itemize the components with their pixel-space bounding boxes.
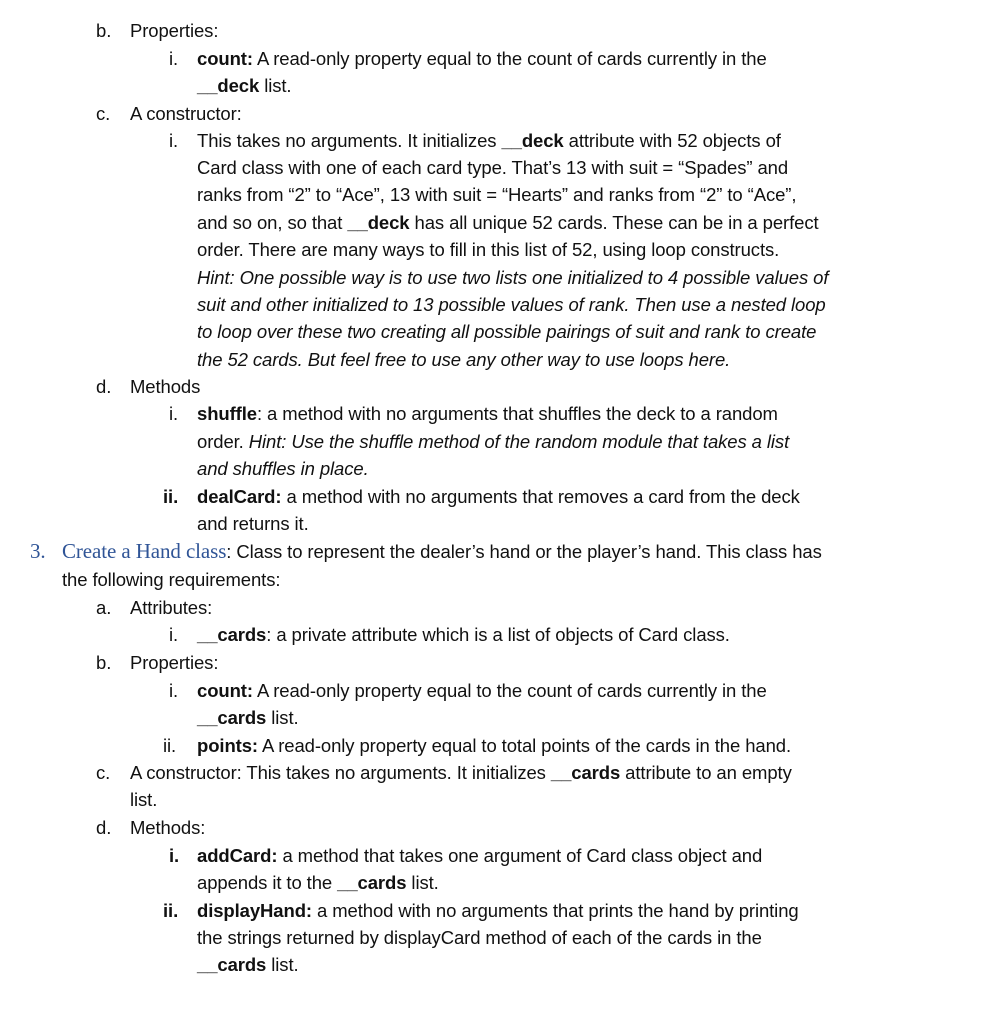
method-name: dealCard:	[197, 486, 282, 507]
list-marker: ii.	[163, 900, 179, 921]
hand-constructor	[96, 759, 792, 786]
text-line: list.	[130, 789, 158, 810]
list-marker: i.	[169, 48, 179, 69]
deck-constructor-heading	[96, 100, 242, 127]
method-name: addCard:	[197, 845, 278, 866]
description: A read-only property equal to the count of cards currently in the	[252, 680, 767, 701]
list-marker: a.	[96, 597, 112, 618]
section-label: Methods:	[130, 817, 206, 838]
deck-methods-heading	[96, 373, 201, 400]
description: attribute with 52 objects of	[563, 130, 781, 151]
section-label: Properties:	[130, 20, 219, 41]
hint-text: Hint: One possible way is to use two lists one initialized to 4 possible values of	[197, 267, 829, 288]
list-marker: c.	[96, 762, 111, 783]
description: : a method with no arguments that shuffles the deck to a random	[256, 403, 778, 424]
text-line: order. There are many ways to fill in this list of 52, using loop constructs.	[197, 239, 780, 260]
description: A read-only property equal to the count of cards currently in the	[252, 48, 767, 69]
list-marker: b.	[96, 652, 112, 673]
list-marker: i.	[169, 680, 179, 701]
hint-line	[197, 346, 730, 373]
list-marker: i.	[169, 845, 180, 866]
description: has all unique 52 cards. These can be in a perfect	[409, 212, 819, 233]
hint-line	[197, 291, 826, 318]
list-marker: 3.	[30, 539, 46, 563]
variable-name: __cards	[197, 954, 267, 975]
list-marker: ii.	[163, 735, 177, 756]
hint-text: and shuffles in place.	[197, 458, 369, 479]
property-name: count:	[197, 680, 253, 701]
description: a method with no arguments that removes a card from the deck	[281, 486, 800, 507]
description: list.	[406, 872, 439, 893]
text-line: ranks from “2” to “Ace”, 13 with suit = “Hearts” and ranks from “2” to “Ace”,	[197, 184, 797, 205]
hand-attributes-heading	[96, 594, 213, 621]
list-marker: ii.	[163, 486, 179, 507]
property-name: count:	[197, 48, 253, 69]
description: appends it to the	[197, 872, 338, 893]
hand-methods-heading	[96, 814, 206, 841]
description: and so on, so that	[197, 212, 348, 233]
description: A constructor: This takes no arguments. It initializes	[130, 762, 551, 783]
hint-line	[197, 264, 828, 291]
list-marker: i.	[169, 130, 179, 151]
text-line: the following requirements:	[62, 569, 281, 590]
heading-title: Create a Hand class	[62, 539, 227, 563]
hint-text: to loop over these two creating all possible pairings of suit and rank to create	[197, 321, 817, 342]
deck-constructor-desc	[169, 127, 781, 154]
points-property	[163, 732, 791, 759]
list-marker: i.	[169, 624, 179, 645]
variable-name: __cards	[337, 872, 407, 893]
method-name: shuffle	[197, 403, 257, 424]
text-line	[197, 209, 819, 236]
hand-class-heading	[30, 538, 822, 565]
description: A read-only property equal to total points of the cards in the hand.	[257, 735, 791, 756]
addcard-method	[169, 842, 763, 869]
shuffle-method	[169, 400, 778, 427]
text-line	[197, 869, 439, 896]
variable-name: __cards	[197, 624, 267, 645]
description: This takes no arguments. It initializes	[197, 130, 502, 151]
list-marker: b.	[96, 20, 112, 41]
deck-count-property	[169, 45, 767, 72]
text-line: the strings returned by displayCard method of each of the cards in the	[197, 927, 762, 948]
variable-name: __cards	[197, 707, 267, 728]
hint-text: the 52 cards. But feel free to use any other way to use loops here.	[197, 349, 731, 370]
text-line	[197, 428, 789, 455]
cards-attribute	[169, 621, 730, 648]
text-line: and returns it.	[197, 513, 309, 534]
section-label: Attributes:	[130, 597, 213, 618]
list-marker: i.	[169, 403, 179, 424]
variable-name: __deck	[501, 130, 564, 151]
deck-properties-heading	[96, 17, 219, 44]
hint-text: Hint: Use the shuffle method of the random module that takes a list	[248, 431, 790, 452]
section-label: Methods	[130, 376, 201, 397]
method-name: displayHand:	[197, 900, 312, 921]
description: a method with no arguments that prints the hand by printing	[311, 900, 799, 921]
displayhand-method	[163, 897, 799, 924]
description: list.	[266, 707, 299, 728]
description: list.	[259, 75, 292, 96]
deck-count-property-cont	[197, 72, 291, 99]
description: a method that takes one argument of Card class object and	[277, 845, 763, 866]
hint-line	[197, 455, 369, 482]
list-marker: c.	[96, 103, 111, 124]
variable-name: __deck	[197, 75, 260, 96]
hint-line	[197, 318, 816, 345]
list-marker: d.	[96, 376, 112, 397]
description: attribute to an empty	[620, 762, 792, 783]
description: : Class to represent the dealer’s hand or the player’s hand. This class has	[226, 541, 822, 562]
variable-name: __deck	[347, 212, 410, 233]
hand-count-property	[169, 677, 767, 704]
description: order.	[197, 431, 249, 452]
dealcard-method	[163, 483, 800, 510]
text-line: Card class with one of each card type. That’s 13 with suit = “Spades” and	[197, 157, 789, 178]
description: list.	[266, 954, 299, 975]
section-label: Properties:	[130, 652, 219, 673]
text-line	[197, 951, 299, 978]
section-label: A constructor:	[130, 103, 242, 124]
property-name: points:	[197, 735, 258, 756]
list-marker: d.	[96, 817, 112, 838]
hand-properties-heading	[96, 649, 219, 676]
hand-count-property-cont	[197, 704, 299, 731]
hint-text: suit and other initialized to 13 possible values of rank. Then use a nested loop	[197, 294, 826, 315]
description: : a private attribute which is a list of objects of Card class.	[266, 624, 730, 645]
variable-name: __cards	[550, 762, 621, 783]
